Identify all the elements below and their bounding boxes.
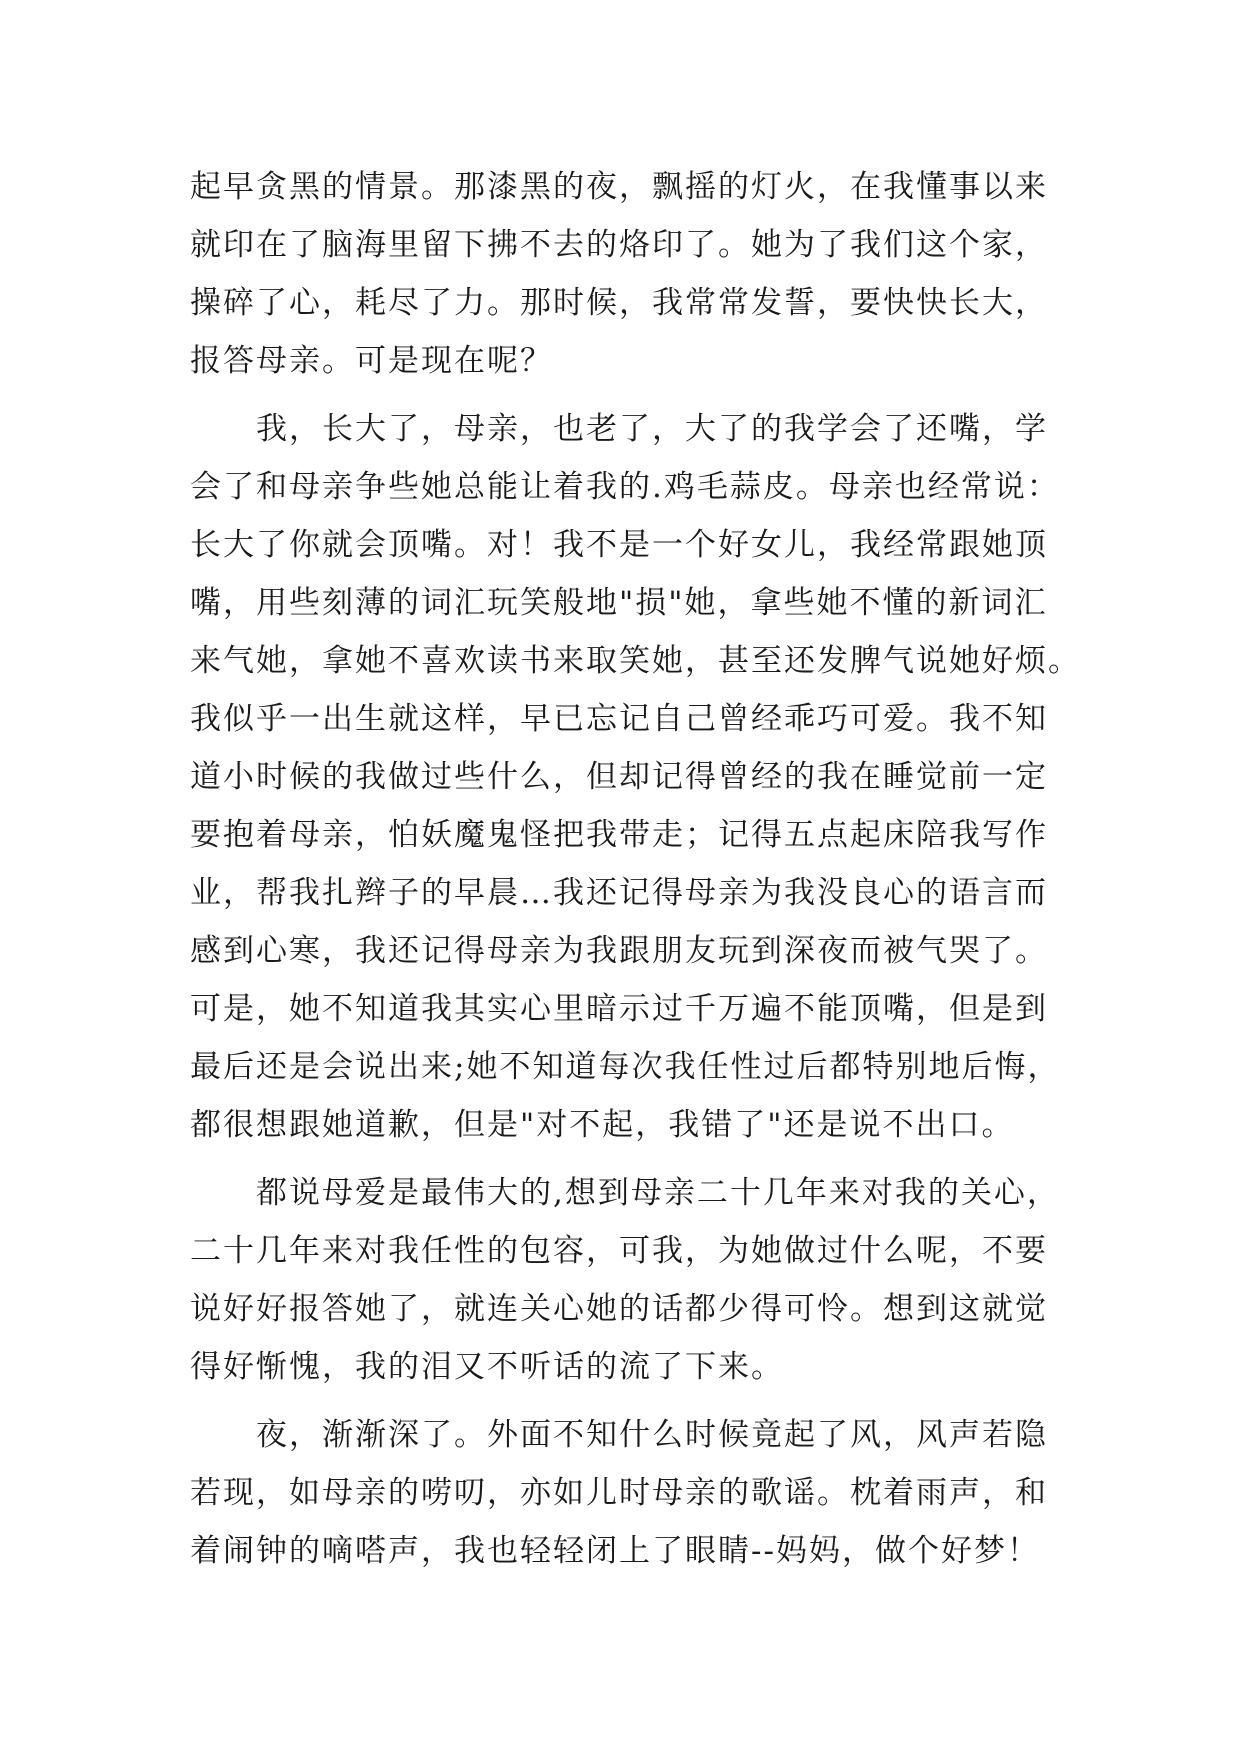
text-line: 来气她，拿她不喜欢读书来取笑她，甚至还发脾气说她好烦。 xyxy=(190,643,1081,679)
text-line: 可是，她不知道我其实心里暗示过千万遍不能顶嘴，但是到 xyxy=(190,991,1048,1027)
paragraph-2 xyxy=(190,400,1090,1154)
text-line: 都说母爱是最伟大的,想到母亲二十几年来对我的关心， xyxy=(190,1175,1060,1211)
text-line: 最后还是会说出来;她不知道每次我任性过后都特别地后悔， xyxy=(190,1049,1061,1085)
text-line: 说好好报答她了，就连关心她的话都少得可怜。想到这就觉 xyxy=(190,1291,1048,1327)
text-line: 报答母亲。可是现在呢？ xyxy=(190,343,553,379)
text-line: 感到心寒，我还记得母亲为我跟朋友玩到深夜而被气哭了。 xyxy=(190,933,1048,969)
text-line: 二十几年来对我任性的包容，可我，为她做过什么呢，不要 xyxy=(190,1233,1048,1269)
text-line: 起早贪黑的情景。那漆黑的夜，飘摇的灯火，在我懂事以来 xyxy=(190,169,1048,205)
document-body xyxy=(190,158,1090,1580)
text-line: 道小时候的我做过些什么，但却记得曾经的我在睡觉前一定 xyxy=(190,759,1048,795)
text-line: 业，帮我扎辫子的早晨…我还记得母亲为我没良心的语言而 xyxy=(190,875,1048,911)
paragraph-1 xyxy=(190,158,1090,390)
text-line: 要抱着母亲，怕妖魔鬼怪把我带走；记得五点起床陪我写作 xyxy=(190,817,1048,853)
text-line: 我似乎一出生就这样，早已忘记自己曾经乖巧可爱。我不知 xyxy=(190,701,1048,737)
text-line: 嘴，用些刻薄的词汇玩笑般地"损"她，拿些她不懂的新词汇 xyxy=(190,585,1048,621)
text-line: 夜，渐渐深了。外面不知什么时候竟起了风，风声若隐 xyxy=(190,1417,1048,1453)
paragraph-3 xyxy=(190,1164,1090,1396)
text-line: 得好惭愧，我的泪又不听话的流了下来。 xyxy=(190,1349,784,1385)
text-line: 操碎了心，耗尽了力。那时候，我常常发誓，要快快长大， xyxy=(190,285,1048,321)
paragraph-4 xyxy=(190,1406,1090,1580)
text-line: 长大了你就会顶嘴。对！我不是一个好女儿，我经常跟她顶 xyxy=(190,527,1048,563)
text-line: 若现，如母亲的唠叨，亦如儿时母亲的歌谣。枕着雨声，和 xyxy=(190,1475,1048,1511)
text-line: 就印在了脑海里留下拂不去的烙印了。她为了我们这个家， xyxy=(190,227,1048,263)
text-line: 着闹钟的嘀嗒声，我也轻轻闭上了眼睛--妈妈，做个好梦！ xyxy=(190,1533,1040,1569)
text-line: 都很想跟她道歉，但是"对不起，我错了"还是说不出口。 xyxy=(190,1107,1015,1143)
text-line: 会了和母亲争些她总能让着我的.鸡毛蒜皮。母亲也经常说： xyxy=(190,469,1060,505)
text-line: 我，长大了，母亲，也老了，大了的我学会了还嘴，学 xyxy=(190,411,1048,447)
